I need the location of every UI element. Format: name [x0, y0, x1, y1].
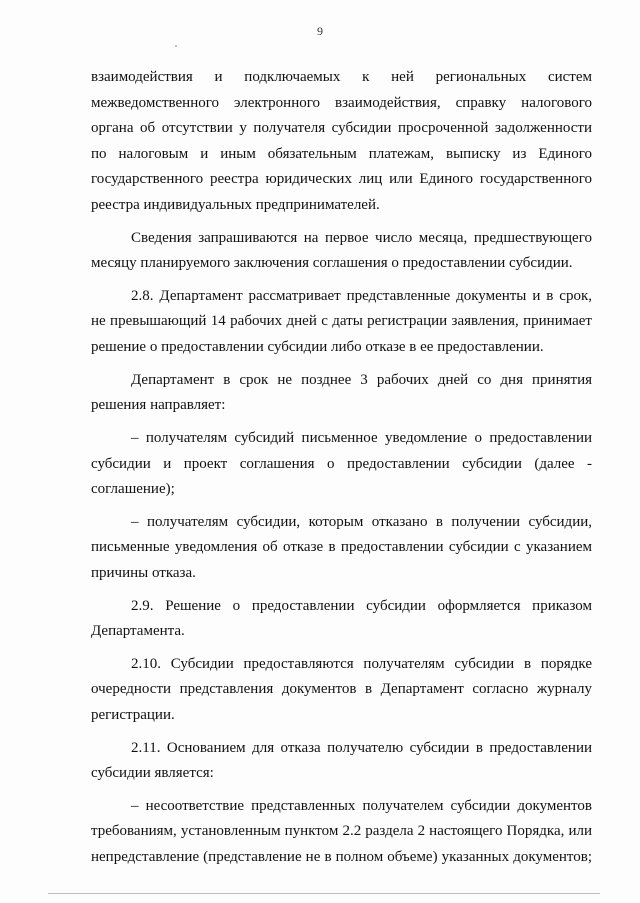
- text-line: письменные уведомления об отказе в предоставлении субсидии с указанием: [91, 539, 592, 556]
- text-line: Сведения запрашиваются на первое число месяца, предшествующего: [131, 229, 592, 246]
- text-line: 2.11. Основанием для отказа получателю субсидии в предоставлении: [131, 739, 592, 756]
- text-line: решения направляет:: [91, 397, 226, 414]
- text-line: субсидии и проект соглашения о предоставлении субсидии (далее -: [91, 455, 592, 472]
- text-line: межведомственного электронного взаимодействия, справку налогового: [91, 94, 592, 111]
- paragraph-gap: [91, 645, 592, 652]
- text-line: – получателям субсидии, которым отказано в получении субсидии,: [131, 513, 592, 530]
- text-line: регистрации.: [91, 706, 175, 723]
- text-line: – несоответствие представленных получателем субсидии документов: [131, 797, 592, 814]
- scan-speck: [175, 45, 177, 47]
- paragraph-gap: [91, 729, 592, 736]
- text-line: 2.8. Департамент рассматривает представленные документы и в срок,: [131, 287, 592, 304]
- paragraph-gap: [91, 219, 592, 226]
- text-line: очередности представления документов в Департамент согласно журналу: [91, 681, 592, 698]
- text-line: причины отказа.: [91, 564, 196, 581]
- paragraph-gap: [91, 361, 592, 368]
- text-line: 2.9. Решение о предоставлении субсидии оформляется приказом: [131, 597, 592, 614]
- page-number: 9: [317, 24, 323, 38]
- text-line: Департамента.: [91, 623, 185, 640]
- text-line: субсидии является:: [91, 765, 214, 782]
- text-line: органа об отсутствии у получателя субсидии просроченной задолженности: [91, 120, 592, 137]
- paragraph-gap: [91, 503, 592, 510]
- text-line: требованиям, установленным пунктом 2.2 раздела 2 настоящего Порядка, или: [91, 823, 592, 840]
- text-line: Департамент в срок не позднее 3 рабочих дней со дня принятия: [131, 371, 592, 388]
- paragraph-gap: [91, 419, 592, 426]
- text-line: взаимодействия и подключаемых к ней региональных систем: [91, 69, 592, 85]
- text-line: 2.10. Субсидии предоставляются получателям субсидии в порядке: [131, 655, 592, 672]
- text-line: реестра индивидуальных предпринимателей.: [91, 196, 380, 213]
- paragraph-gap: [91, 277, 592, 284]
- text-line: не превышающий 14 рабочих дней с даты регистрации заявления, принимает: [91, 313, 592, 330]
- footer-rule: [48, 893, 600, 894]
- text-line: непредставление (представление не в полном объеме) указанных документов;: [91, 849, 592, 866]
- paragraph-gap: [91, 587, 592, 594]
- text-line: – получателям субсидий письменное уведомление о предоставлении: [131, 429, 592, 446]
- document-body: [91, 65, 592, 871]
- text-line: соглашение);: [91, 481, 175, 498]
- paragraph-gap: [91, 787, 592, 794]
- text-line: месяцу планируемого заключения соглашения о предоставлении субсидии.: [91, 255, 573, 272]
- text-line: государственного реестра юридических лиц или Единого государственного: [91, 171, 592, 188]
- text-line: решение о предоставлении субсидии либо отказе в ее предоставлении.: [91, 339, 544, 356]
- text-line: по налоговым и иным обязательным платежам, выписку из Единого: [91, 145, 592, 162]
